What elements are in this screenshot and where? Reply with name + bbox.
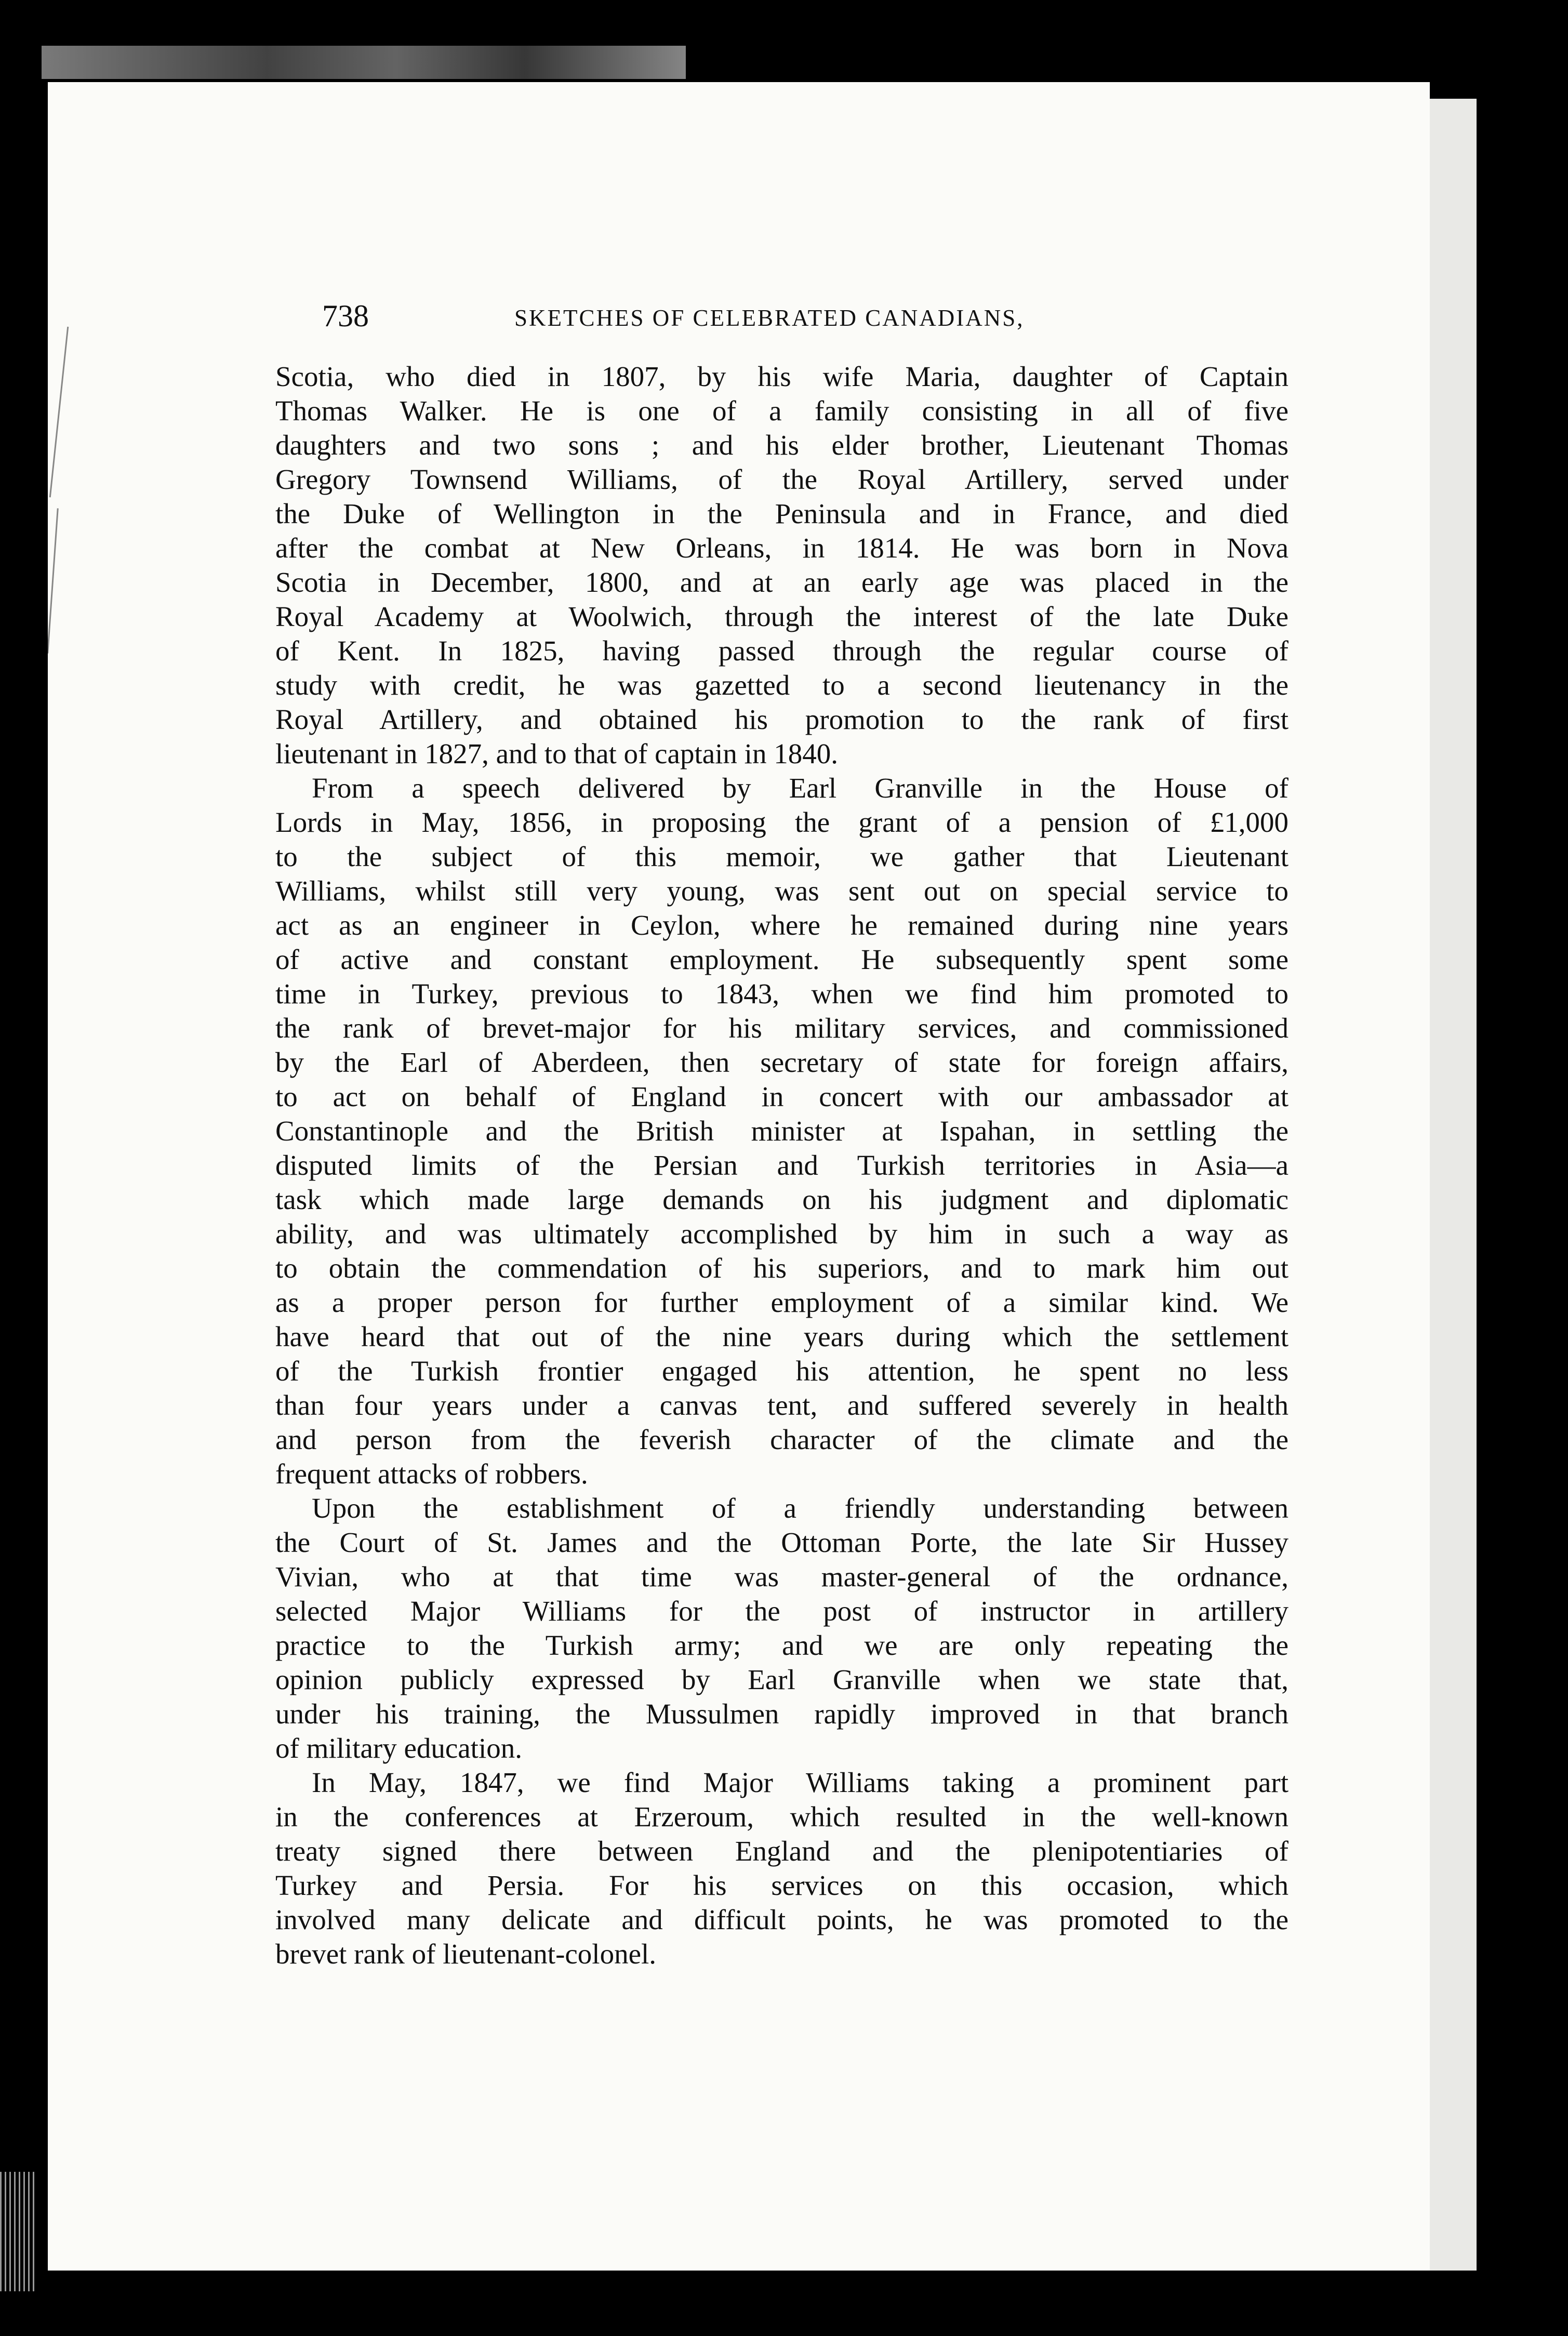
text-line: Lords in May, 1856, in proposing the grant of a pension of £1,000 — [275, 806, 1288, 838]
text-line: Turkey and Persia. For his services on this occasion, which — [275, 1869, 1288, 1901]
text-line: have heard that out of the nine years during which the settlement — [275, 1321, 1288, 1352]
text-line: Williams, whilst still very young, was sent out on special service to — [275, 875, 1288, 907]
text-line: of the Turkish frontier engaged his attention, he spent no less — [275, 1355, 1288, 1387]
body-text — [275, 360, 1288, 1971]
text-line: Gregory Townsend Williams, of the Royal Artillery, served under — [275, 463, 1288, 495]
running-title: SKETCHES OF CELEBRATED CANADIANS, — [514, 305, 1025, 331]
text-line: time in Turkey, previous to 1843, when we find him promoted to — [275, 978, 1288, 1010]
text-line: Constantinople and the British minister at Ispahan, in settling the — [275, 1115, 1288, 1147]
text-line: Vivian, who at that time was master-general of the ordnance, — [275, 1561, 1288, 1592]
text-line: act as an engineer in Ceylon, where he remained during nine years — [275, 909, 1288, 941]
text-line: under his training, the Mussulmen rapidly improved in that branch — [275, 1698, 1288, 1730]
text-line: ability, and was ultimately accomplished by him in such a way as — [275, 1218, 1288, 1250]
page-number: 738 — [322, 299, 369, 333]
paragraph — [275, 1766, 1288, 1971]
text-line: of Kent. In 1825, having passed through the regular course of — [275, 635, 1288, 667]
paragraph — [275, 1491, 1288, 1766]
text-line: practice to the Turkish army; and we are only repeating the — [275, 1629, 1288, 1661]
paragraph — [275, 771, 1288, 1491]
text-line: than four years under a canvas tent, and suffered severely in health — [275, 1389, 1288, 1421]
text-line: treaty signed there between England and the plenipotentiaries of — [275, 1835, 1288, 1867]
text-line: Upon the establishment of a friendly understanding between — [312, 1492, 1288, 1524]
text-line: and person from the feverish character of the climate and the — [275, 1424, 1288, 1455]
scan-edge-noise — [42, 46, 686, 79]
text-line: In May, 1847, we find Major Williams taking a prominent part — [312, 1767, 1288, 1798]
text-line: Royal Artillery, and obtained his promotion to the rank of first — [275, 704, 1288, 735]
text-line: frequent attacks of robbers. — [275, 1458, 588, 1490]
text-line: selected Major Williams for the post of instructor in artillery — [275, 1595, 1288, 1627]
text-line: of active and constant employment. He subsequently spent some — [275, 944, 1288, 975]
text-line: to the subject of this memoir, we gather that Lieutenant — [275, 841, 1288, 872]
text-line: in the conferences at Erzeroum, which resulted in the well-known — [275, 1801, 1288, 1833]
text-line: involved many delicate and difficult points, he was promoted to the — [275, 1904, 1288, 1935]
text-line: opinion publicly expressed by Earl Granville when we state that, — [275, 1664, 1288, 1695]
margin-mark — [48, 508, 59, 654]
scan-edge-noise — [0, 2172, 36, 2291]
text-line: the Duke of Wellington in the Peninsula and in France, and died — [275, 498, 1288, 529]
text-line: Scotia, who died in 1807, by his wife Maria, daughter of Captain — [275, 361, 1288, 392]
text-line: the Court of St. James and the Ottoman Porte, the late Sir Hussey — [275, 1527, 1288, 1558]
running-head — [275, 297, 1288, 344]
text-line: to act on behalf of England in concert with our ambassador at — [275, 1081, 1288, 1112]
text-line: to obtain the commendation of his superiors, and to mark him out — [275, 1252, 1288, 1284]
text-line: study with credit, he was gazetted to a second lieutenancy in the — [275, 669, 1288, 701]
text-line: of military education. — [275, 1732, 522, 1764]
text-line: daughters and two sons ; and his elder brother, Lieutenant Thomas — [275, 429, 1288, 461]
text-line: the rank of brevet-major for his military services, and commissioned — [275, 1012, 1288, 1044]
text-line: brevet rank of lieutenant-colonel. — [275, 1938, 657, 1970]
text-line: disputed limits of the Persian and Turkish territories in Asia—a — [275, 1149, 1288, 1181]
text-line: lieutenant in 1827, and to that of captain in 1840. — [275, 738, 838, 769]
paragraph — [275, 360, 1288, 771]
page-edge-strip — [1430, 99, 1477, 2271]
margin-mark — [49, 327, 69, 498]
text-line: as a proper person for further employment of a similar kind. We — [275, 1286, 1288, 1318]
text-line: Thomas Walker. He is one of a family consisting in all of five — [275, 395, 1288, 427]
text-line: by the Earl of Aberdeen, then secretary of state for foreign affairs, — [275, 1046, 1288, 1078]
text-line: From a speech delivered by Earl Granville in the House of — [312, 772, 1288, 804]
text-line: Scotia in December, 1800, and at an early age was placed in the — [275, 566, 1288, 598]
text-line: after the combat at New Orleans, in 1814. He was born in Nova — [275, 532, 1288, 564]
text-line: Royal Academy at Woolwich, through the interest of the late Duke — [275, 601, 1288, 632]
text-line: task which made large demands on his judgment and diplomatic — [275, 1184, 1288, 1215]
